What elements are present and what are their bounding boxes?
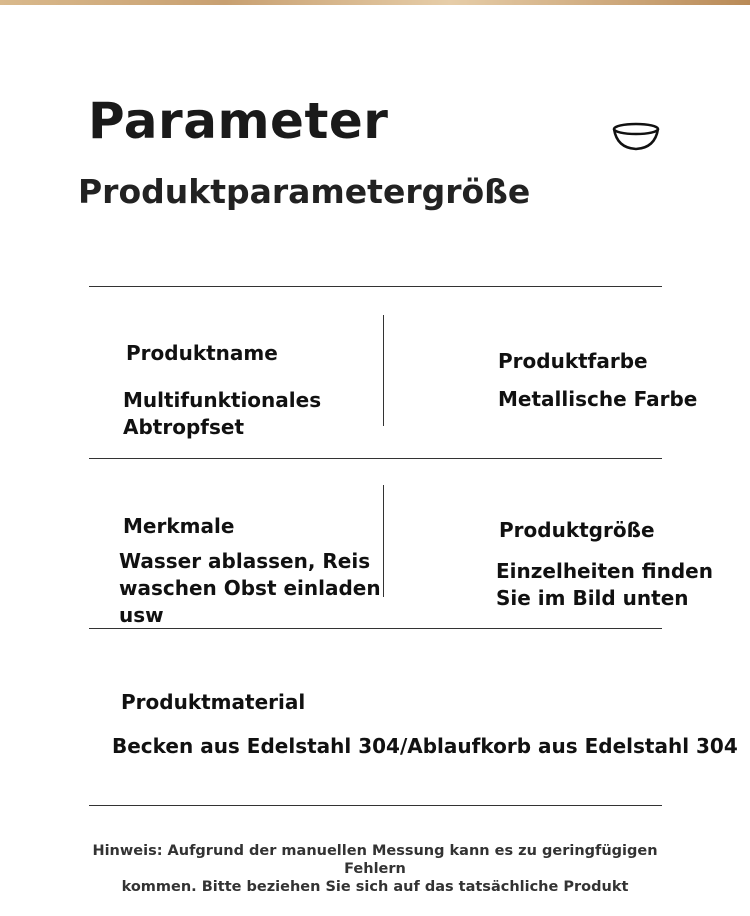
product-color-value: Metallische Farbe [498, 387, 698, 411]
product-size-label: Produktgröße [499, 518, 655, 542]
product-name-value-line1: Multifunktionales [123, 388, 322, 412]
features-value-line3: usw [119, 603, 164, 627]
features-value-line2: waschen Obst einladen [119, 576, 381, 600]
table-row-divider-1 [89, 458, 662, 459]
column-divider-2 [383, 485, 384, 597]
product-color-label: Produktfarbe [498, 349, 648, 373]
material-label: Produktmaterial [121, 690, 306, 714]
table-top-divider [89, 286, 662, 287]
page-title: Parameter [88, 92, 389, 150]
footer-note-line2: kommen. Bitte beziehen Sie sich auf das tatsächliche Produkt [121, 879, 629, 895]
product-size-value-line1: Einzelheiten finden [496, 559, 713, 583]
footer-note [60, 842, 690, 896]
table-row-divider-2 [89, 628, 662, 629]
top-decorative-strip [0, 0, 750, 5]
page-subtitle: Produktparametergröße [78, 172, 531, 211]
footer-note-line1: Hinweis: Aufgrund der manuellen Messung kann es zu geringfügigen Fehlern [92, 843, 658, 877]
bowl-icon [610, 120, 662, 154]
column-divider-1 [383, 315, 384, 426]
product-name-label: Produktname [126, 341, 278, 365]
material-value: Becken aus Edelstahl 304/Ablaufkorb aus Edelstahl 304 [112, 734, 738, 758]
features-label: Merkmale [123, 514, 235, 538]
features-value-line1: Wasser ablassen, Reis [119, 549, 371, 573]
product-size-value-line2: Sie im Bild unten [496, 586, 689, 610]
product-name-value-line2: Abtropfset [123, 415, 245, 439]
table-bottom-divider [89, 805, 662, 806]
